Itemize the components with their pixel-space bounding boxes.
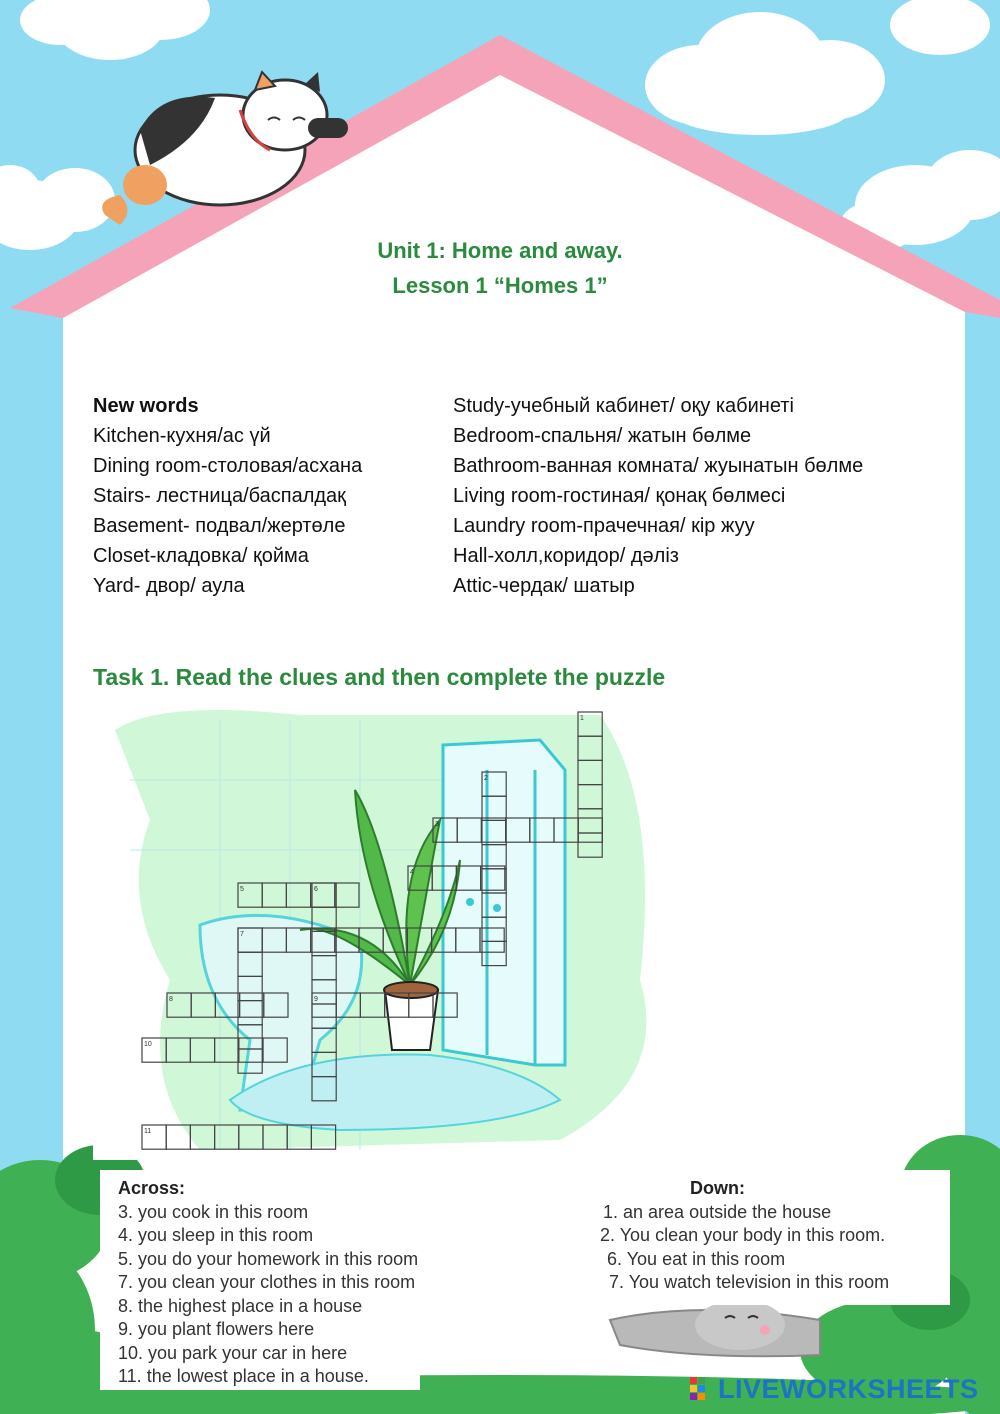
across-heading: Across: bbox=[118, 1178, 186, 1198]
cloud-icon bbox=[890, 0, 990, 55]
word-item: Bathroom-ванная комната/ жуынатын бөлме bbox=[453, 455, 864, 477]
word-item: Kitchen-кухня/ас үй bbox=[93, 425, 271, 447]
unit-title: Unit 1: Home and away. bbox=[377, 238, 623, 263]
word-item: Attic-чердак/ шатыр bbox=[453, 575, 635, 597]
crossword-number: 10 bbox=[144, 1041, 152, 1048]
crossword-number: 11 bbox=[144, 1128, 152, 1135]
clue-item: 7. you clean your clothes in this room bbox=[118, 1272, 416, 1292]
word-item: Basement- подвал/жертөле bbox=[93, 515, 346, 537]
crossword-number: 8 bbox=[169, 996, 173, 1003]
crossword-number: 7 bbox=[240, 931, 244, 938]
word-item: Study-учебный кабинет/ оқу кабинеті bbox=[453, 395, 794, 417]
task-title: Task 1. Read the clues and then complete the puzzle bbox=[93, 664, 666, 690]
cloud-icon bbox=[20, 0, 210, 60]
clue-item: 2. You clean your body in this room. bbox=[600, 1225, 886, 1245]
word-item: Laundry room-прачечная/ кір жуу bbox=[453, 515, 755, 537]
word-item: Hall-холл,коридор/ дәліз bbox=[453, 545, 679, 567]
liveworksheets-brand: LIVEWORKSHEETS bbox=[718, 1374, 979, 1404]
crossword-number: 1 bbox=[580, 715, 584, 722]
word-item: Yard- двор/ аула bbox=[93, 575, 245, 597]
clue-item: 5. you do your homework in this room bbox=[118, 1248, 419, 1269]
clue-item: 9. you plant flowers here bbox=[118, 1319, 315, 1339]
crossword-number: 3 bbox=[435, 821, 439, 828]
down-clues bbox=[600, 1177, 889, 1295]
liveworksheets-logo-icon bbox=[690, 1377, 714, 1403]
clue-item: 7. You watch television in this room bbox=[609, 1272, 890, 1292]
crossword-number: 4 bbox=[410, 869, 414, 876]
clue-item: 4. you sleep in this room bbox=[118, 1225, 314, 1245]
clue-item: 11. the lowest place in a house. bbox=[118, 1366, 369, 1386]
new-words-left-column bbox=[93, 391, 362, 601]
word-item: Dining room-столовая/асхана bbox=[93, 455, 363, 477]
new-words-right-column bbox=[453, 391, 863, 601]
clue-item: 10. you park your car in here bbox=[118, 1342, 348, 1363]
across-clues bbox=[118, 1177, 418, 1389]
word-item: Stairs- лестница/баспалдақ bbox=[93, 485, 346, 507]
new-words-heading: New words bbox=[93, 395, 199, 417]
crossword-number: 2 bbox=[484, 775, 488, 782]
down-heading: Down: bbox=[690, 1178, 745, 1198]
clue-item: 8. the highest place in a house bbox=[118, 1295, 363, 1316]
crossword-number: 9 bbox=[314, 996, 318, 1003]
clue-item: 1. an area outside the house bbox=[603, 1201, 832, 1222]
word-item: Bedroom-спальня/ жатын бөлме bbox=[453, 425, 752, 447]
clue-item: 3. you cook in this room bbox=[118, 1201, 309, 1222]
word-item: Closet-кладовка/ қойма bbox=[93, 545, 309, 567]
lesson-title: Lesson 1 “Homes 1” bbox=[392, 273, 608, 298]
crossword-illustration bbox=[93, 710, 660, 1160]
crossword-number: 6 bbox=[314, 886, 318, 893]
crossword-number: 5 bbox=[240, 886, 244, 893]
cloud-icon bbox=[645, 12, 885, 135]
word-item: Living room-гостиная/ қонақ бөлмесі bbox=[453, 485, 786, 507]
clue-item: 6. You eat in this room bbox=[607, 1248, 786, 1269]
